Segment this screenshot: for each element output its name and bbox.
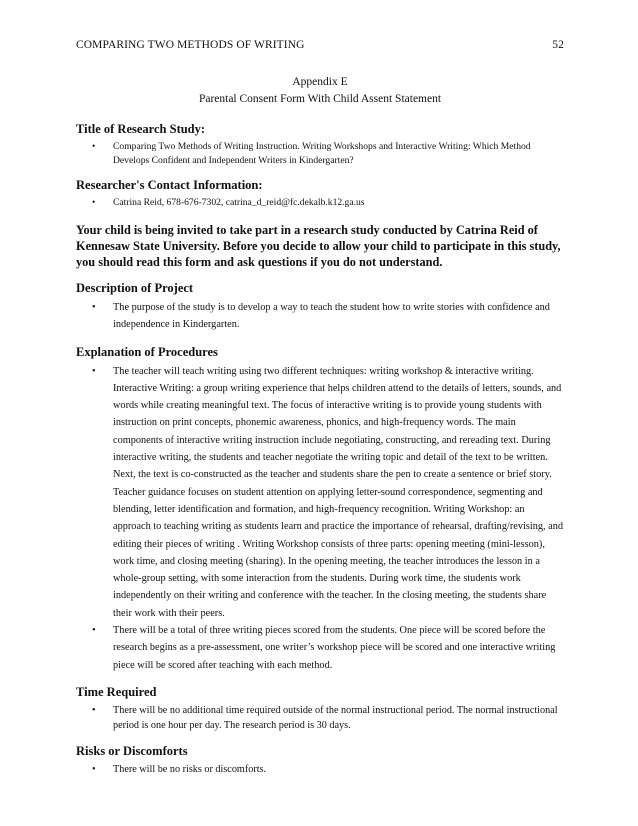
bullet-icon: • (92, 197, 96, 208)
section-heading: Time Required (76, 684, 157, 699)
document-page (76, 38, 564, 777)
bullet-list (76, 299, 564, 334)
section-heading: Title of Research Study: (76, 122, 206, 136)
bullet-icon: • (92, 763, 96, 775)
list-item-text: Comparing Two Methods of Writing Instruction. Writing Workshops and Interactive Writing: Which Method Develops Confident and Independent Writers in Kindergarten? (113, 141, 531, 166)
bullet-list (76, 762, 564, 777)
list-item-text: There will be no risks or discomforts. (113, 763, 267, 775)
appendix-title: Parental Consent Form With Child Assent Statement (198, 93, 442, 105)
list-item (76, 363, 564, 622)
section-time-required (76, 684, 564, 733)
running-head (76, 38, 564, 52)
bullet-icon: • (92, 141, 96, 152)
bullet-list (76, 363, 564, 674)
list-item-text: Catrina Reid, 678-676-7302, catrina_d_reid@fc.dekalb.k12.ga.us (113, 197, 365, 208)
list-item-text: There will be a total of three writing pieces scored from the students. One piece will be scored before the research begins as a pre-assessment, one writer’s workshop piece will be scored and one interactive writing piece will be scored after teaching with each method. (113, 625, 556, 671)
list-item-text: The purpose of the study is to develop a way to teach the student how to write stories with confidence and independence in Kindergarten. (113, 302, 550, 331)
list-item (76, 196, 564, 210)
list-item (76, 140, 564, 168)
section-heading: Researcher's Contact Information: (76, 178, 263, 192)
section-procedures (76, 344, 564, 674)
section-risks (76, 743, 564, 777)
page-number: 52 (552, 39, 564, 51)
bullet-list (76, 196, 564, 210)
list-item-text: There will be no additional time required outside of the normal instructional period. The normal instructional period is one hour per day. The research period is 30 days. (113, 704, 558, 731)
appendix-label: Appendix E (292, 76, 348, 88)
section-heading: Explanation of Procedures (76, 344, 218, 359)
running-title: COMPARING TWO METHODS OF WRITING (76, 39, 305, 51)
bullet-list (76, 140, 564, 168)
list-item (76, 703, 564, 733)
list-item (76, 762, 564, 777)
bullet-icon: • (92, 365, 96, 377)
list-item-text: The teacher will teach writing using two different techniques: writing workshop & interactive writing. Interactive Writing: a group writing experience that helps children attend to the details of letters, sounds, and words while creating meaningful text. The focus of interactive writing is to provide young students with instruction on print concepts, phonemic awareness, phonics, and high-frequency words. The main components of interactive writing instruction include negotiating, constructing, and rereading text. During interactive writing, the students and teacher negotiate the writing topic and detail of the text to be written. Next, the text is co-constructed as the teacher and students share the pen to create a sentence or brief story. Teacher guidance focuses on student attention on applying letter-sound correspondence, segmenting and blending, letter identification and formation, and high-frequency recognition. Writing Workshop: an approach to teaching writing as students learn and practice the importance of rehearsal, drafting/revising, and editing their pieces of writing . Writing Workshop consists of three parts: opening meeting (mini-lesson), work time, and closing meeting (sharing). In the opening meeting, the teacher introduces the lesson in a whole-group setting, with some interaction from the students. During work time, the students work independently on their writing and conference with the teacher. In the closing meeting, the students share their work with their peers. (113, 365, 564, 619)
section-heading: Description of Project (76, 281, 194, 295)
list-item (76, 622, 564, 674)
section-heading: Risks or Discomforts (76, 743, 188, 758)
section-title-of-study (76, 121, 564, 168)
list-item (76, 299, 564, 334)
bullet-list (76, 703, 564, 733)
bullet-icon: • (92, 704, 96, 716)
appendix-heading (76, 74, 564, 108)
bullet-icon: • (92, 625, 96, 637)
section-description (76, 280, 564, 334)
section-contact (76, 177, 564, 210)
bullet-icon: • (92, 302, 96, 313)
participation-notice: Your child is being invited to take part in a research study conducted by Catrina Reid of Kennesaw State University. Before you decide to allow your child to participate in this study, you should read this form and ask questions if you do not understand. (76, 223, 561, 269)
